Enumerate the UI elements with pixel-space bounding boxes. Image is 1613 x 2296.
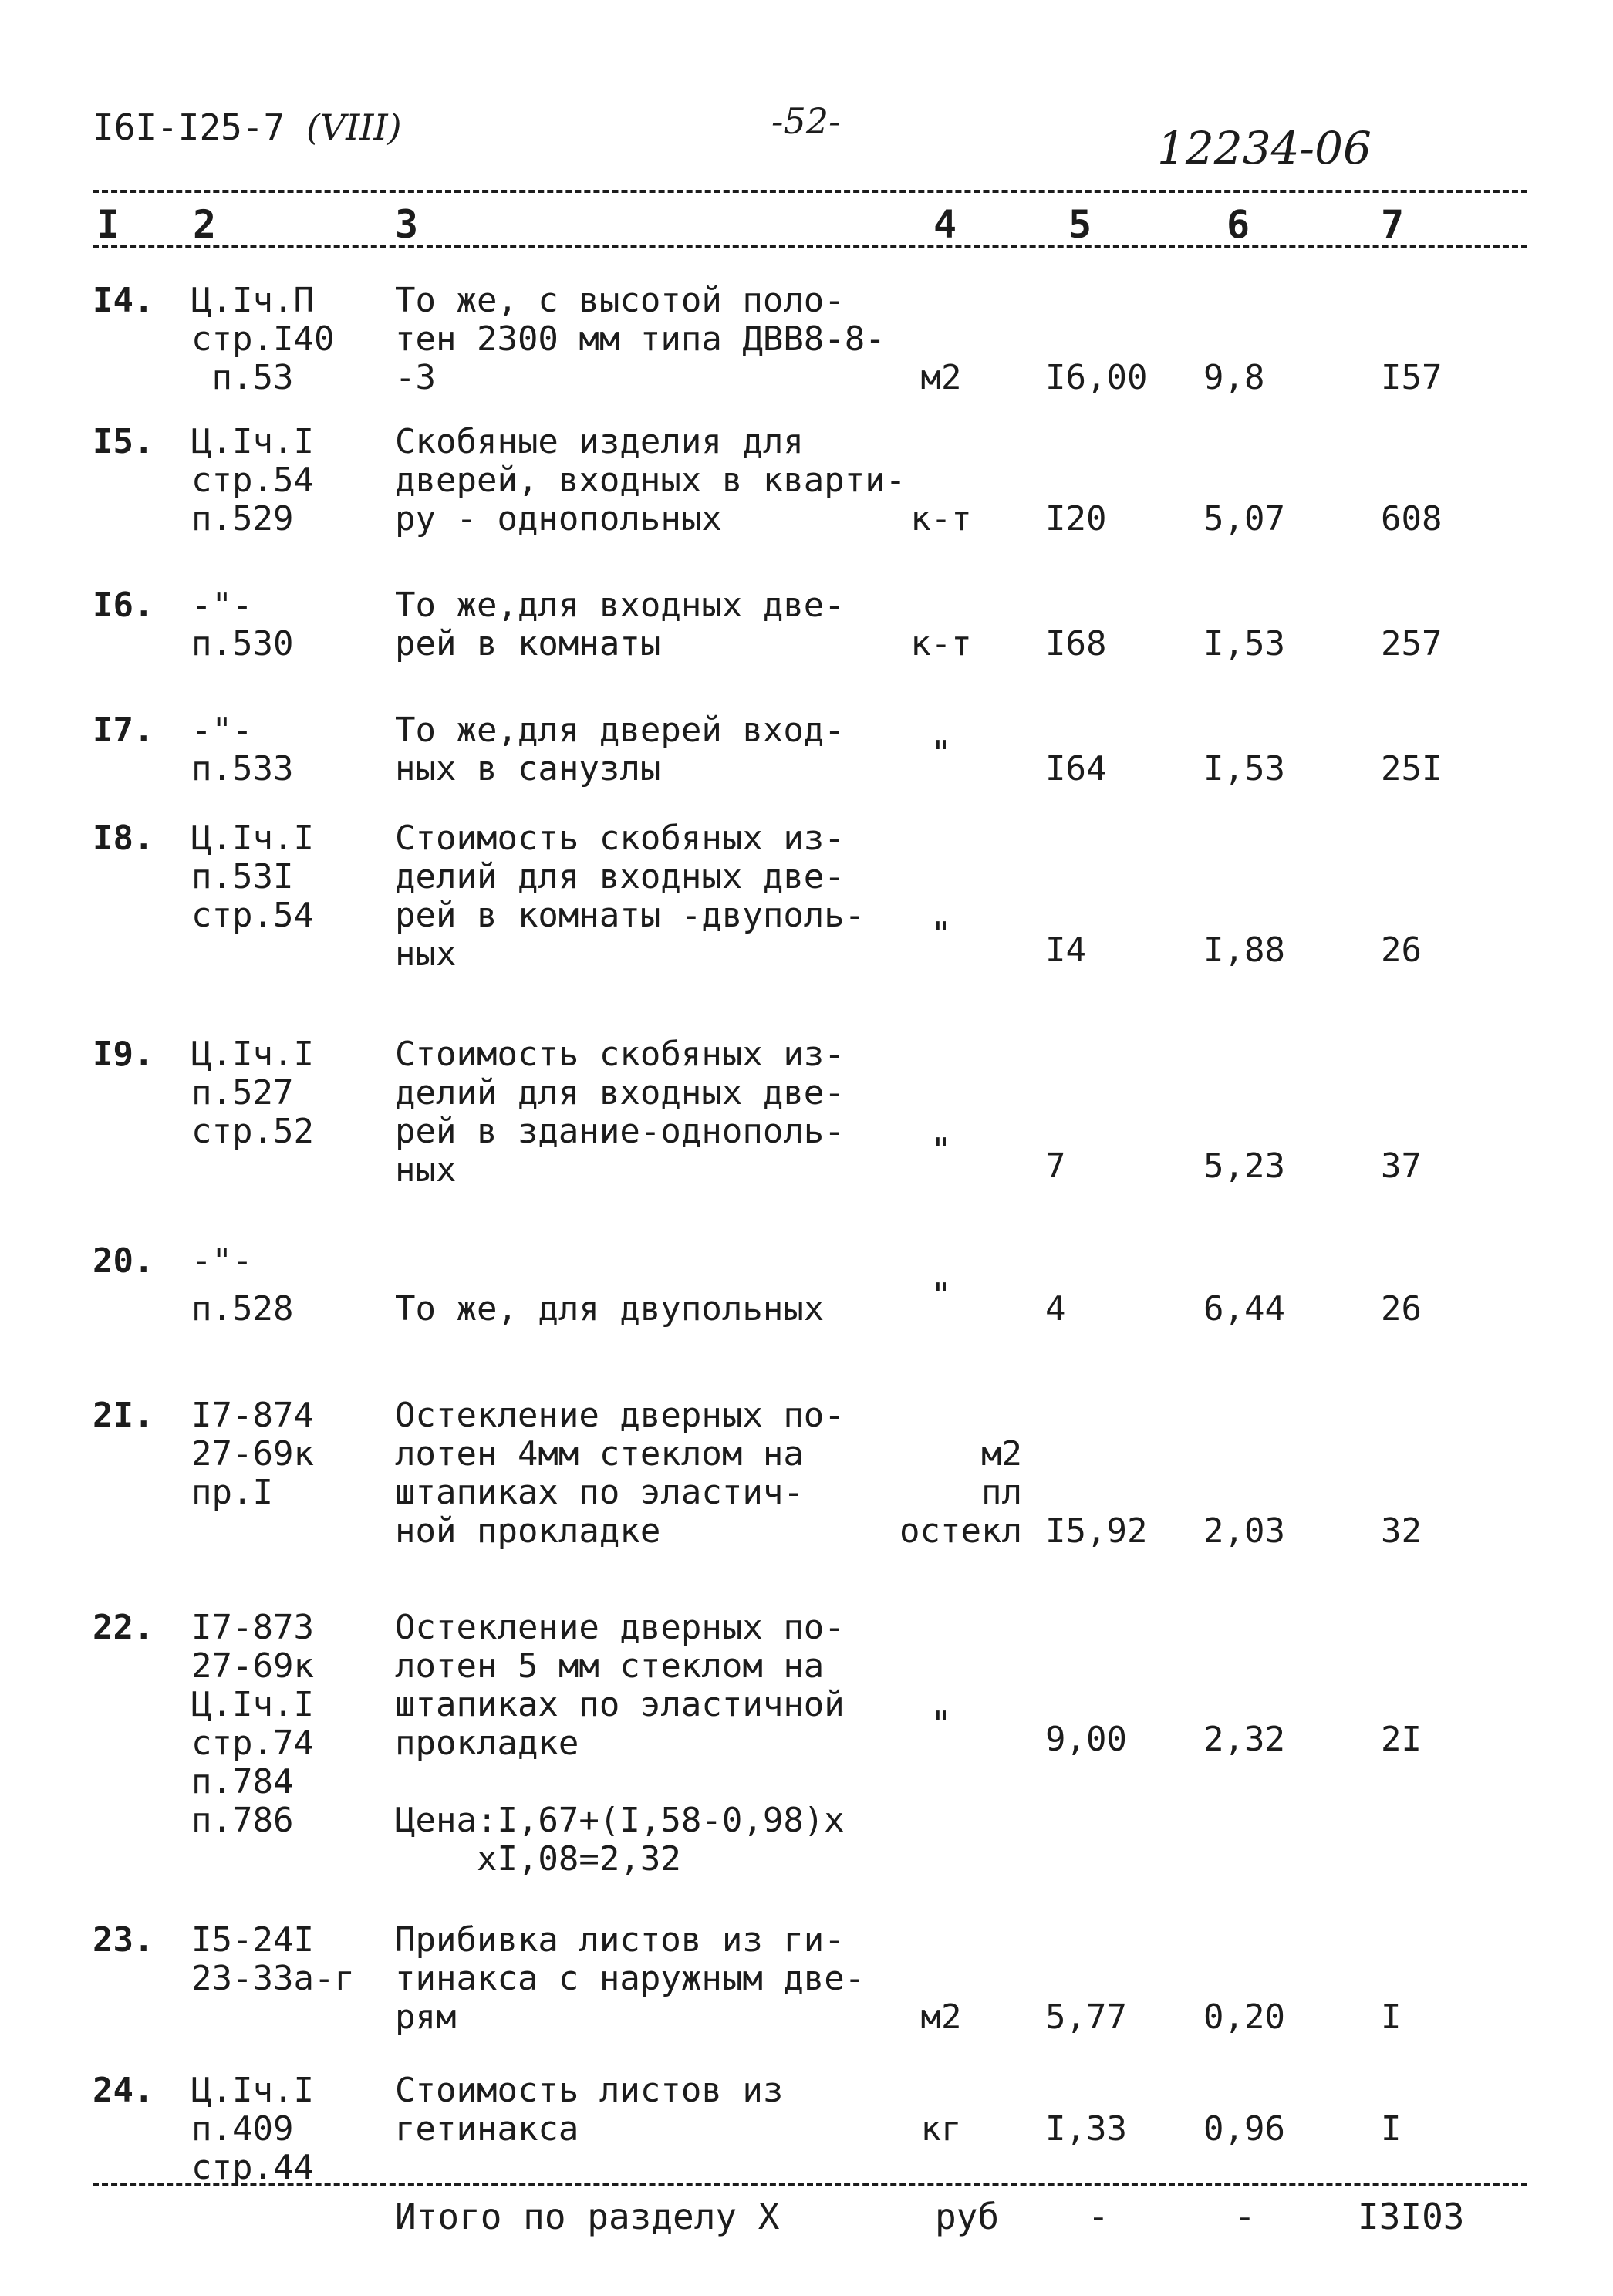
- row-description: Остекление дверных по- лотен 5 мм стеклом на штапиках по эластичной прокладке: [395, 1608, 845, 1763]
- row-unit: ": [930, 1704, 952, 1744]
- row-unit: ": [930, 915, 952, 954]
- row-number: 24.: [93, 2071, 154, 2110]
- row-description: То же,для входных две- рей в комнаты: [395, 586, 845, 663]
- total-label: Итого по разделу X: [395, 2196, 780, 2237]
- row-description: То же, с высотой поло- тен 2300 мм типа ДВВ8-8- -3: [395, 281, 886, 397]
- row-quantity: I64: [1045, 749, 1107, 788]
- row-unit: ": [930, 734, 952, 773]
- doc-code: [93, 106, 402, 148]
- row-reference: I7-874 27-69к пр.I: [191, 1396, 314, 1512]
- row-price: I,53: [1203, 749, 1285, 788]
- row-quantity: 5,77: [1045, 1997, 1127, 2037]
- row-total: I: [1381, 1997, 1402, 2037]
- header-divider-top: [93, 190, 1527, 193]
- row-description: То же, для двупольных: [395, 1289, 825, 1329]
- row-number: I8.: [93, 819, 154, 858]
- row-unit: м2 пл остекл: [899, 1434, 1022, 1551]
- row-description: Стоимость скобяных из- делий для входных две- рей в здание-однополь- ных: [395, 1035, 845, 1190]
- row-reference: Ц.Iч.П стр.I40 п.53: [191, 281, 335, 397]
- row-reference: -"- п.528: [191, 1241, 294, 1329]
- row-number: 2I.: [93, 1396, 154, 1435]
- row-description: Стоимость скобяных из- делий для входных две- рей в комнаты -двуполь- ных: [395, 819, 866, 974]
- row-price: 5,07: [1203, 499, 1285, 539]
- handwritten-number: 12234-06: [1157, 122, 1372, 174]
- row-quantity: I4: [1045, 930, 1086, 970]
- row-price: I,88: [1203, 930, 1285, 970]
- row-price: I,53: [1203, 624, 1285, 663]
- row-reference: -"- п.533: [191, 711, 294, 788]
- total-quantity: -: [1088, 2196, 1109, 2237]
- total-price: -: [1234, 2196, 1256, 2237]
- column-number-2: 2: [193, 202, 217, 247]
- row-number: I5.: [93, 422, 154, 461]
- row-description: Скобяные изделия для дверей, входных в кварти- ру - однопольных: [395, 422, 906, 539]
- column-number-5: 5: [1068, 202, 1092, 247]
- row-unit: кг: [920, 2109, 962, 2149]
- column-number-1: I: [96, 202, 120, 247]
- column-number-4: 4: [933, 202, 957, 247]
- row-price: 6,44: [1203, 1289, 1285, 1329]
- column-number-3: 3: [395, 202, 419, 247]
- doc-code-handwritten: (VIII): [305, 106, 402, 148]
- total-unit: руб: [935, 2196, 1000, 2237]
- row-unit: ": [930, 1276, 952, 1315]
- row-reference: I5-24I 23-33а-г: [191, 1920, 355, 1998]
- row-quantity: 7: [1045, 1146, 1066, 1186]
- row-number: I9.: [93, 1035, 154, 1074]
- column-number-6: 6: [1227, 202, 1250, 247]
- row-quantity: 9,00: [1045, 1720, 1127, 1759]
- row-total: 37: [1381, 1146, 1422, 1186]
- row-quantity: I6,00: [1045, 358, 1148, 397]
- row-quantity: I68: [1045, 624, 1107, 663]
- row-quantity: 4: [1045, 1289, 1066, 1329]
- row-number: I6.: [93, 586, 154, 625]
- row-total: 25I: [1381, 749, 1443, 788]
- row-unit: ": [930, 1131, 952, 1170]
- row-reference: Ц.Iч.I п.409 стр.44: [191, 2071, 314, 2187]
- total-sum: I3I03: [1358, 2196, 1465, 2237]
- row-total: 608: [1381, 499, 1443, 539]
- row-number: I4.: [93, 281, 154, 320]
- row-description: То же,для дверей вход- ных в санузлы: [395, 711, 845, 788]
- row-number: 20.: [93, 1241, 154, 1281]
- totals-divider: [93, 2183, 1527, 2186]
- row-price: 2,03: [1203, 1511, 1285, 1551]
- row-reference: -"- п.530: [191, 586, 294, 663]
- row-description: Стоимость листов из гетинакса: [395, 2071, 784, 2149]
- column-number-7: 7: [1381, 202, 1405, 247]
- row-total: 26: [1381, 1289, 1422, 1329]
- row-reference: Ц.Iч.I п.527 стр.52: [191, 1035, 314, 1151]
- row-price: 0,20: [1203, 1997, 1285, 2037]
- row-total: I57: [1381, 358, 1443, 397]
- row-number: 22.: [93, 1608, 154, 1647]
- price-formula-note: Цена:I,67+(I,58-0,98)x xI,08=2,32: [395, 1801, 845, 1879]
- row-reference: I7-873 27-69к Ц.Iч.I стр.74 п.784 п.786: [191, 1608, 314, 1840]
- row-total: 2I: [1381, 1720, 1422, 1759]
- row-total: 26: [1381, 930, 1422, 970]
- row-reference: Ц.Iч.I п.53I стр.54: [191, 819, 314, 935]
- row-price: 2,32: [1203, 1720, 1285, 1759]
- doc-code-text: I6I-I25-7: [93, 106, 285, 148]
- row-total: 32: [1381, 1511, 1422, 1551]
- row-quantity: I,33: [1045, 2109, 1127, 2149]
- row-quantity: I20: [1045, 499, 1107, 539]
- row-unit: к-т: [910, 624, 972, 663]
- row-number: 23.: [93, 1920, 154, 1960]
- row-reference: Ц.Iч.I стр.54 п.529: [191, 422, 314, 539]
- row-price: 9,8: [1203, 358, 1265, 397]
- header-divider-bottom: [93, 245, 1527, 248]
- row-total: 257: [1381, 624, 1443, 663]
- row-quantity: I5,92: [1045, 1511, 1148, 1551]
- row-number: I7.: [93, 711, 154, 750]
- row-price: 5,23: [1203, 1146, 1285, 1186]
- row-price: 0,96: [1203, 2109, 1285, 2149]
- row-unit: к-т: [910, 499, 972, 539]
- row-unit: м2: [920, 358, 962, 397]
- row-total: I: [1381, 2109, 1402, 2149]
- row-description: Прибивка листов из ги- тинакса с наружным две- рям: [395, 1920, 866, 2037]
- page-number: -52-: [771, 100, 841, 142]
- row-description: Остекление дверных по- лотен 4мм стеклом на штапиках по эластич- ной прокладке: [395, 1396, 845, 1551]
- row-unit: м2: [920, 1997, 962, 2037]
